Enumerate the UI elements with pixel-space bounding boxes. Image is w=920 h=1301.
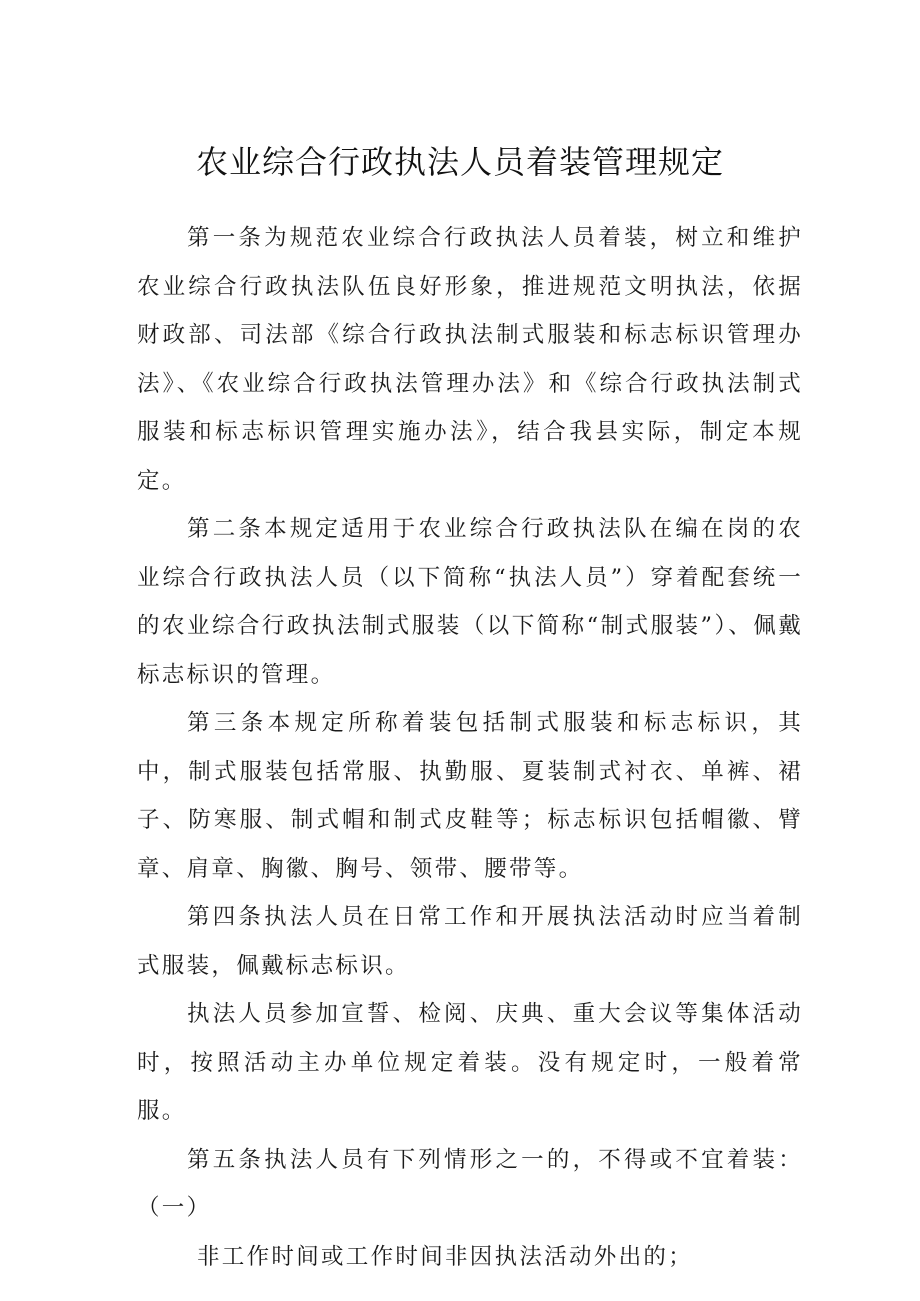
- document-body: [137, 214, 803, 1281]
- article-3-paragraph: 第三条本规定所称着装包括制式服装和标志标识，其中，制式服装包括常服、执勤服、夏装制式衬衣、单裤、裙子、防寒服、制式帽和制式皮鞋等；标志标识包括帽徽、臂章、肩章、胸徽、胸号、领带、腰带等。: [137, 710, 803, 882]
- article-1-paragraph: 第一条为规范农业综合行政执法人员着装，树立和维护农业综合行政执法队伍良好形象，推进规范文明执法，依据财政部、司法部《综合行政执法制式服装和标志标识管理办法》、《农业综合行政执法管理办法》和《综合行政执法制式服装和标志标识管理实施办法》，结合我县实际，制定本规定。: [137, 225, 803, 494]
- article-4-collective-activity-paragraph: 执法人员参加宣誓、检阅、庆典、重大会议等集体活动时，按照活动主办单位规定着装。没有规定时，一般着常服。: [137, 1001, 803, 1124]
- document-title: 农业综合行政执法人员着装管理规定: [195, 143, 724, 181]
- article-2-paragraph: 第二条本规定适用于农业综合行政执法队在编在岗的农业综合行政执法人员（以下简称“执法人员”）穿着配套统一的农业综合行政执法制式服装（以下简称“制式服装”）、佩戴标志标识的管理。: [137, 516, 803, 688]
- article-5-paragraph: 第五条执法人员有下列情形之一的，不得或不宜着装：（一）: [137, 1146, 803, 1221]
- article-5-item-1: 非工作时间或工作时间非因执法活动外出的；: [197, 1243, 694, 1270]
- article-4-paragraph: 第四条执法人员在日常工作和开展执法活动时应当着制式服装，佩戴标志标识。: [137, 904, 803, 979]
